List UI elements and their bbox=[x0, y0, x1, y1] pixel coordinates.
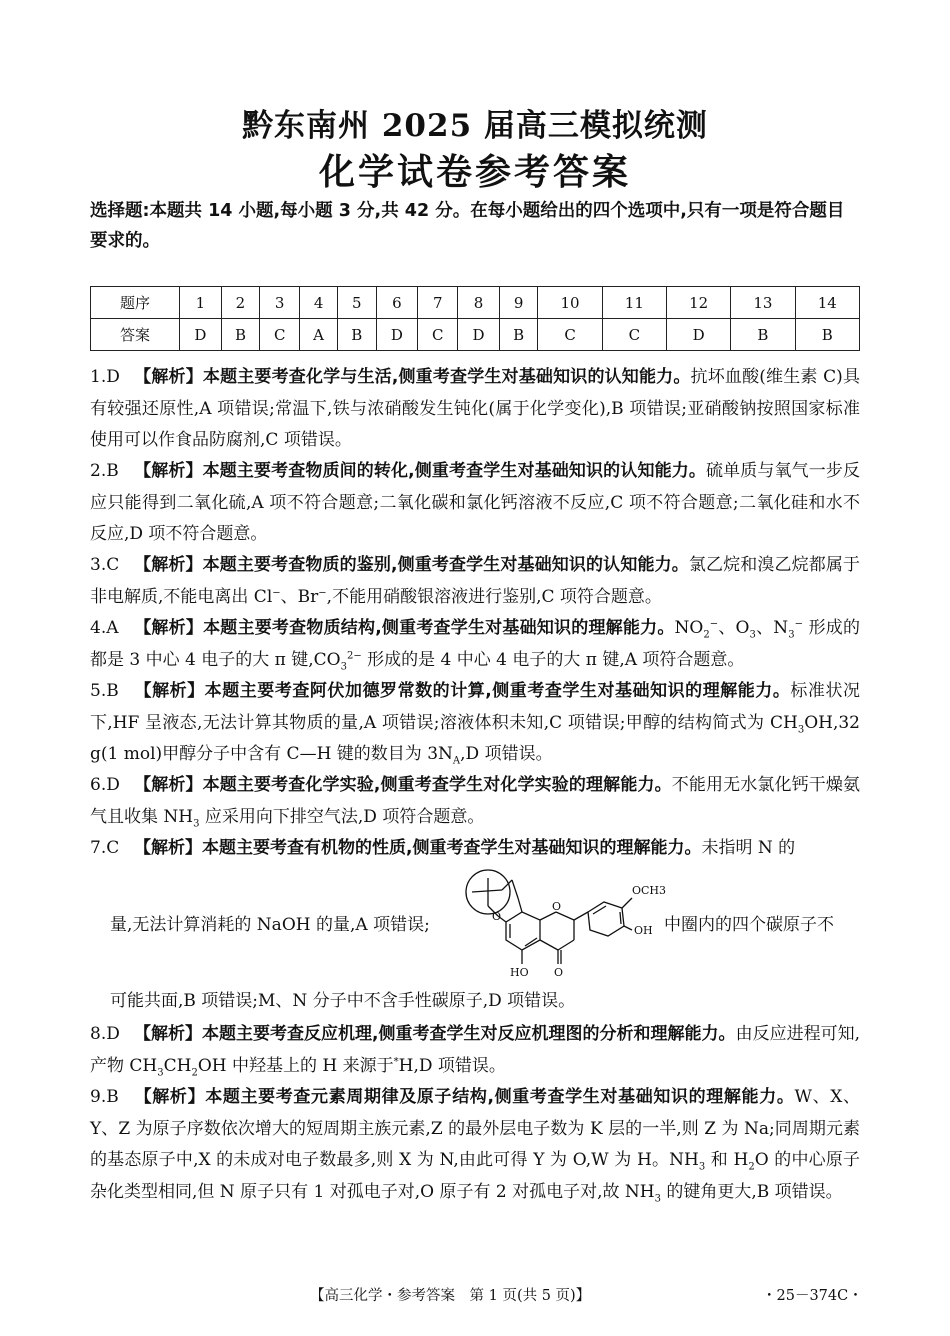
analysis-text: 量,无法计算消耗的 NaOH 的量,A 项错误; bbox=[110, 915, 430, 935]
question-4-explanation: 4.A 【解析】本题主要考查物质结构,侧重考查学生对基础知识的理解能力。$NO_2^-$、$O_3$、$N_3^-$ 形成的都是 3 中心 4 电子的大 π 键$,CO_3^{2-}$ 形成的是 4 中心 4 电子的大 π 键,A 项符合题意。 bbox=[90, 613, 860, 676]
analysis-text: 、Br bbox=[280, 586, 319, 607]
analysis-text: 、O bbox=[718, 618, 750, 638]
analysis-text: 硫单质与氧气一步反应只能得到二氧化硫,A 项不符合题意;二氧化碳和氯化钙溶液不反应,C 项不符合题意;二氧化硅和水不反应,D 项不符合题意。 bbox=[90, 461, 860, 544]
analysis-text: ,D 项错误。 bbox=[460, 744, 553, 764]
analysis-tag: 【解析】本题主要考查物质的鉴别,侧重考查学生对基础知识的认知能力。 bbox=[134, 555, 689, 575]
table-cell: 12 bbox=[667, 287, 731, 319]
question-8-explanation: 8.D 【解析】本题主要考查反应机理,侧重考查学生对反应机理图的分析和理解能力。由反应进程可知,产物 $CH_3CH_2OH$ 中羟基上的 H 来源于*H,D 项错误。 bbox=[90, 1019, 860, 1082]
question-number: 3.C bbox=[90, 555, 120, 575]
analysis-text: ,不能用硝酸银溶液进行鉴别,C 项符合题意。 bbox=[326, 586, 662, 607]
mol-label: O bbox=[492, 910, 502, 923]
exam-title: 黔东南州 2025 届高三模拟统测 bbox=[242, 108, 708, 144]
analysis-text: H,D 项错误。 bbox=[398, 1055, 506, 1076]
row-label: 题序 bbox=[91, 287, 180, 319]
table-cell: B bbox=[795, 319, 859, 351]
question-9-explanation: 9.B 【解析】本题主要考查元素周期律及原子结构,侧重考查学生对基础知识的理解能力。W、X、Y、Z 为原子序数依次增大的短周期主族元素,Z 的最外层电子数为 K 层的一半,则 Z 为 Na;同周期元素的基态原子中,X 的未成对电子数最多,则 X 为 N,由此可得 Y 为 O,W 为 H。$NH_3$ 和 $H_2O$ 的中心原子杂化类型相同,但 N 原子只有 1 对孤电子对,O 原子有 2 对孤电子对,故 $NH_3$ 的键角更大,B 项错误。 bbox=[90, 1082, 860, 1208]
table-cell: B bbox=[731, 319, 795, 351]
table-cell: 9 bbox=[499, 287, 538, 319]
analysis-text: OH,32 g(1 mol)甲醇分子中含有 C—H 键的数目为 3N bbox=[90, 712, 860, 764]
section-intro: 选择题:本题共 14 小题,每小题 3 分,共 42 分。在每小题给出的四个选项中,只有一项是符合题目要求的。 bbox=[90, 201, 845, 251]
analysis-text: 未指明 N 的 bbox=[701, 838, 796, 858]
table-cell: D bbox=[458, 319, 500, 351]
analysis-text: W、X、Y、Z 为原子序数依次增大的短周期主族元素,Z 的最外层电子数为 K 层的一半,则 Z 为 Na;同周期元素的基态原子中,X 的未成对电子数最多,则 X 为 N,由此可得 Y 为 O,W 为 H。NH bbox=[90, 1087, 860, 1170]
table-cell: 2 bbox=[221, 287, 260, 319]
question-number: 2.B bbox=[90, 461, 119, 481]
analysis-tag: 【解析】本题主要考查阿伏加德罗常数的计算,侧重考查学生对基础知识的理解能力。 bbox=[134, 681, 791, 701]
table-cell: B bbox=[221, 319, 260, 351]
analysis-text: 和 H bbox=[705, 1150, 749, 1170]
mol-label: OCH3 bbox=[632, 884, 667, 897]
question-number: 8.D bbox=[90, 1024, 120, 1044]
table-cell: D bbox=[376, 319, 418, 351]
question-7-explanation bbox=[90, 833, 860, 865]
question-7-line2-right bbox=[664, 910, 864, 942]
table-cell: D bbox=[667, 319, 731, 351]
row-label: 答案 bbox=[91, 319, 180, 351]
question-6-explanation: 6.D 【解析】本题主要考查化学实验,侧重考查学生对化学实验的理解能力。不能用无水氯化钙干燥氨气且收集 $NH_3$ 应采用向下排空气法,D 项符合题意。 bbox=[90, 770, 860, 833]
analysis-tag: 【解析】本题主要考查化学与生活,侧重考查学生对基础知识的认知能力。 bbox=[134, 367, 691, 387]
table-cell: C bbox=[260, 319, 300, 351]
mol-label: O bbox=[552, 900, 562, 913]
answer-table bbox=[90, 286, 860, 351]
analysis-text: 可能共面,B 项错误;M、N 分子中不含手性碳原子,D 项错误。 bbox=[110, 991, 576, 1011]
analysis-text: O 的中心原子杂化类型相同,但 N 原子只有 1 对孤电子对,O 原子有 2 对孤电子对,故 NH bbox=[90, 1150, 860, 1202]
analysis-text: CH bbox=[163, 1055, 192, 1076]
question-2-explanation bbox=[90, 456, 860, 551]
analysis-text: 中圈内的四个碳原子不 bbox=[664, 915, 834, 935]
table-cell: C bbox=[418, 319, 458, 351]
analysis-text: 形成的是 4 中心 4 电子的大 π 键,A 项符合题意。 bbox=[361, 649, 745, 670]
table-cell: 1 bbox=[180, 287, 222, 319]
question-number-row bbox=[91, 287, 860, 319]
footer-code: ・25－374C・ bbox=[762, 1288, 863, 1304]
table-cell: C bbox=[602, 319, 666, 351]
analysis-tag: 【解析】本题主要考查物质结构,侧重考查学生对基础知识的理解能力。 bbox=[134, 618, 675, 638]
question-1-explanation bbox=[90, 362, 860, 457]
question-number: 4.A bbox=[90, 618, 119, 638]
question-number: 1.D bbox=[90, 367, 120, 387]
mol-label: OH bbox=[634, 924, 653, 937]
question-number: 5.B bbox=[90, 681, 119, 701]
table-cell: B bbox=[499, 319, 538, 351]
table-cell: 6 bbox=[376, 287, 418, 319]
footer-page-info: 【高三化学・参考答案 第 1 页(共 5 页)】 bbox=[310, 1288, 591, 1304]
table-cell: 14 bbox=[795, 287, 859, 319]
table-cell: 5 bbox=[338, 287, 377, 319]
analysis-text: 应采用向下排空气法,D 项符合题意。 bbox=[199, 806, 485, 827]
analysis-text: OH 中羟基上的 H 来源于 bbox=[197, 1055, 394, 1076]
question-number: 9.B bbox=[90, 1087, 119, 1107]
table-cell: B bbox=[338, 319, 377, 351]
table-cell: 4 bbox=[300, 287, 338, 319]
answer-row bbox=[91, 319, 860, 351]
table-cell: D bbox=[180, 319, 222, 351]
table-cell: 13 bbox=[731, 287, 795, 319]
analysis-text: NO bbox=[674, 618, 704, 638]
analysis-text: 形成的都是 3 中心 4 电子的大 π 键,CO bbox=[90, 618, 861, 670]
analysis-text: 氯乙烷和溴乙烷都属于非电解质,不能电离出 Cl bbox=[90, 555, 861, 607]
answer-key-title: 化学试卷参考答案 bbox=[318, 151, 631, 193]
question-number: 6.D bbox=[90, 775, 120, 795]
question-3-explanation: 3.C 【解析】本题主要考查物质的鉴别,侧重考查学生对基础知识的认知能力。氯乙烷和溴乙烷都属于非电解质,不能电离出 Cl−、Br−,不能用硝酸银溶液进行鉴别,C 项符合题意。 bbox=[90, 550, 860, 613]
analysis-text: 的键角更大,B 项错误。 bbox=[660, 1181, 843, 1202]
table-cell: 11 bbox=[602, 287, 666, 319]
table-cell: C bbox=[538, 319, 602, 351]
analysis-text: 标准状况下,HF 呈液态,无法计算其物质的量,A 项错误;溶液体积未知,C 项错误;甲醇的结构简式为 CH bbox=[90, 681, 861, 733]
question-5-explanation: 5.B 【解析】本题主要考查阿伏加德罗常数的计算,侧重考查学生对基础知识的理解能力。标准状况下,HF 呈液态,无法计算其物质的量,A 项错误;溶液体积未知,C 项错误;甲醇的结构简式为 $CH_3OH,32$ g(1 mol)甲醇分子中含有 C—H 键的数目为 $3N_A,D$ 项错误。 bbox=[90, 676, 860, 771]
mol-label: HO bbox=[510, 966, 529, 979]
analysis-tag: 【解析】本题主要考查物质间的转化,侧重考查学生对基础知识的认知能力。 bbox=[134, 461, 706, 481]
table-cell: 3 bbox=[260, 287, 300, 319]
analysis-text: 、N bbox=[755, 618, 789, 638]
analysis-tag: 【解析】本题主要考查反应机理,侧重考查学生对反应机理图的分析和理解能力。 bbox=[134, 1024, 736, 1044]
table-cell: A bbox=[300, 319, 338, 351]
molecule-structure-figure bbox=[462, 868, 667, 980]
analysis-text: 抗坏血酸(维生素 C)具有较强还原性,A 项错误;常温下,铁与浓硝酸发生钝化(属于化学变化),B 项错误;亚硝酸钠按照国家标准使用可以作食品防腐剂,C 项错误。 bbox=[90, 367, 860, 450]
analysis-tag: 【解析】本题主要考查元素周期律及原子结构,侧重考查学生对基础知识的理解能力。 bbox=[134, 1087, 795, 1107]
analysis-text: 不能用无水氯化钙干燥氨气且收集 NH bbox=[90, 775, 860, 827]
analysis-tag: 【解析】本题主要考查化学实验,侧重考查学生对化学实验的理解能力。 bbox=[134, 775, 672, 795]
analysis-tag: 【解析】本题主要考查有机物的性质,侧重考查学生对基础知识的理解能力。 bbox=[134, 838, 702, 858]
table-cell: 7 bbox=[418, 287, 458, 319]
analysis-text: 由反应进程可知,产物 CH bbox=[90, 1024, 860, 1076]
table-cell: 8 bbox=[458, 287, 500, 319]
table-cell: 10 bbox=[538, 287, 602, 319]
question-7-line3 bbox=[90, 986, 860, 1018]
question-number: 7.C bbox=[90, 838, 120, 858]
mol-label: O bbox=[554, 966, 564, 979]
